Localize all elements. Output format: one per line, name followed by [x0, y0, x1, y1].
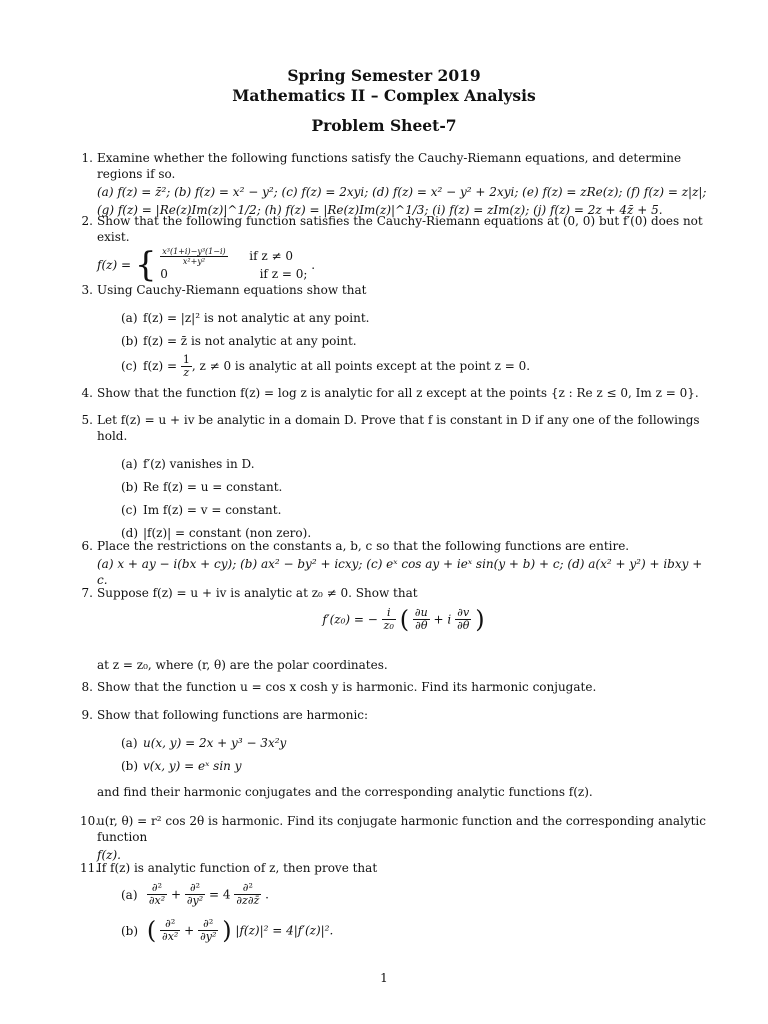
fraction-numerator: ∂²: [198, 918, 218, 931]
problem-number: 3.: [81, 283, 93, 297]
plus-i: + i: [433, 612, 452, 627]
fraction-numerator: ∂²: [160, 918, 180, 931]
i-over-z0: [382, 607, 396, 632]
problem-number: 11.: [80, 861, 100, 875]
subpart-a: [121, 735, 710, 751]
close-paren: ): [222, 916, 232, 945]
fraction-numerator: ∂u: [414, 606, 428, 619]
fraction-denominator: ∂z∂z̄: [236, 894, 260, 907]
problem-text: Let f(z) = u + iv be analytic in a domain D. Prove that f is constant in D if any one of the followings hold.: [97, 413, 700, 443]
case2-condition: if z = 0;: [259, 267, 308, 281]
fraction-denominator: ∂y²: [200, 930, 217, 943]
plus-sign: +: [184, 923, 195, 938]
subpart-b: [121, 479, 710, 495]
subpart-c: [121, 354, 710, 379]
sheet-title: Problem Sheet-7: [311, 116, 457, 135]
problem-6: [80, 538, 710, 588]
open-paren: (: [146, 916, 157, 945]
subpart-a: [121, 456, 710, 472]
subpart-text: Im f(z) = v = constant.: [143, 503, 282, 517]
problem-number: 5.: [81, 413, 93, 427]
problem-text: u(r, θ) = r² cos 2θ is harmonic. Find its conjugate harmonic function and the corresponding analytic function: [97, 814, 706, 844]
subpart-text: f′(z) vanishes in D.: [143, 457, 255, 471]
subpart-c: [121, 502, 710, 518]
subpart-tail: |f(z)|² = 4|f′(z)|².: [235, 923, 334, 938]
problem-text: Using Cauchy-Riemann equations show that: [97, 283, 367, 297]
subpart-label: (b): [121, 334, 139, 348]
page-number: 1: [380, 971, 388, 985]
problem-number: 9.: [81, 708, 93, 722]
subpart-label: (a): [121, 311, 138, 325]
problem-7: [80, 585, 710, 673]
problem-number: 4.: [81, 386, 93, 400]
problem-functions-line: (a) x + ay − i(bx + cy); (b) ax² − by² + icxy; (c) eˣ cos ay + ieˣ sin(y + b) + c; (d) a(x² + y²) + ibxy + c.: [97, 557, 703, 587]
d2-dx2: [160, 918, 180, 943]
dv-dtheta: [455, 607, 471, 632]
problem-8: [80, 679, 710, 695]
subpart-text: f(z) = z̄ is not analytic at any point.: [143, 334, 357, 348]
d2-dy2: [185, 882, 205, 907]
polar-derivative-equation: [97, 607, 710, 647]
d2-dz-dzbar: [234, 882, 261, 907]
subpart-text: Re f(z) = u = constant.: [143, 480, 283, 494]
subpart-label: (d): [121, 526, 139, 540]
problem-9: [80, 707, 710, 800]
subpart-text: , z ≠ 0 is analytic at all points except at the point z = 0.: [191, 359, 531, 373]
problem-functions-line: (a) f(z) = z̄²; (b) f(z) = x² − y²; (c) f(z) = 2xyi; (d) f(z) = x² − y² + 2xyi; (e) f(z) = zRe(z); (f) f(z) = z|z|;: [97, 185, 707, 199]
problem-text: Show that the function u = cos x cosh y is harmonic. Find its harmonic conjugate.: [97, 680, 597, 694]
subpart-label: (a): [121, 736, 138, 750]
fraction-numerator: i: [382, 607, 396, 620]
semester-title: Spring Semester 2019: [287, 66, 481, 85]
problem-2: [80, 213, 710, 287]
problem-number: 7.: [81, 586, 93, 600]
close-paren: ): [475, 605, 485, 634]
problem-number: 6.: [81, 539, 93, 553]
subpart-b: [121, 918, 710, 950]
fraction-numerator: ∂v: [455, 607, 471, 620]
subpart-text: f(z) =: [143, 359, 177, 373]
fraction-numerator: ∂²: [147, 882, 167, 895]
fraction-numerator: x³(1+i)−y³(1−i): [162, 247, 226, 256]
fraction-numerator: 1: [182, 353, 190, 366]
subpart-text: f(z) = |z|² is not analytic at any point.: [143, 311, 370, 325]
fraction-numerator: ∂²: [234, 882, 261, 895]
case1-fraction: [160, 247, 227, 266]
problem-text: f(z).: [97, 848, 121, 862]
subpart-label: (c): [121, 503, 138, 517]
subpart-a: [121, 310, 710, 326]
problem-text: Examine whether the following functions satisfy the Cauchy-Riemann equations, and determine regions if so.: [97, 151, 682, 181]
equation-lhs: f′(z₀) = −: [322, 612, 378, 627]
course-title: Mathematics II – Complex Analysis: [232, 86, 536, 105]
fraction-numerator: ∂²: [185, 882, 205, 895]
subpart-label: (b): [121, 480, 139, 494]
fraction-denominator: x²+y²: [182, 257, 206, 266]
subpart-text: v(x, y) = eˣ sin y: [143, 759, 242, 773]
document-header: [0, 66, 768, 136]
problem-text: Show that the following function satisfies the Cauchy-Riemann equations at (0, 0) but f′(0) does not exist.: [97, 214, 703, 244]
problem-text: Show that the function f(z) = log z is analytic for all z except at the points {z : Re z ≤ 0, Im z = 0}.: [97, 386, 699, 400]
fraction-denominator: ∂y²: [186, 894, 204, 907]
cases: [160, 247, 307, 283]
problem-number: 8.: [81, 680, 93, 694]
subpart-label: (b): [121, 923, 139, 938]
piecewise-function: [97, 247, 710, 287]
subpart-tail: .: [265, 887, 269, 902]
subpart-label: (a): [121, 887, 138, 902]
problem-number: 2.: [81, 214, 93, 228]
subpart-label: (c): [121, 359, 138, 373]
problem-text: Suppose f(z) = u + iv is analytic at z₀ ≠ 0. Show that: [97, 586, 418, 600]
fraction-denominator: ∂θ: [415, 619, 428, 632]
case2-value: 0: [160, 267, 168, 281]
du-dtheta: [413, 607, 430, 632]
subpart-text: u(x, y) = 2x + y³ − 3x²y: [143, 736, 287, 750]
subpart-label: (b): [121, 759, 139, 773]
problem-functions-line: (g) f(z) = |Re(z)Im(z)|^1/2; (h) f(z) = |Re(z)Im(z)|^1/3; (i) f(z) = zIm(z); (j) f(z) = 2z + 4z̄ + 5.: [97, 203, 663, 217]
problem-5: [80, 412, 710, 541]
fraction-denominator: ∂x²: [162, 930, 179, 943]
piecewise-tail: .: [311, 258, 316, 272]
subpart-a: [121, 882, 710, 914]
problem-text: Show that following functions are harmonic:: [97, 708, 369, 722]
problem-number: 1.: [81, 151, 93, 165]
fraction-denominator: z: [183, 366, 190, 379]
case1-condition: if z ≠ 0: [249, 249, 294, 263]
problem-text: Place the restrictions on the constants a, b, c so that the following functions are entire.: [97, 539, 630, 553]
problem-10: [80, 813, 710, 863]
fraction-denominator: ∂θ: [457, 619, 470, 632]
subpart-label: (a): [121, 457, 138, 471]
problem-1: [80, 150, 710, 218]
d2-dx2: [147, 882, 167, 907]
subpart-b: [121, 758, 710, 774]
problem-text: and find their harmonic conjugates and the corresponding analytic functions f(z).: [97, 785, 593, 799]
problem-text: If f(z) is analytic function of z, then prove that: [97, 861, 378, 875]
d2-dy2: [198, 918, 218, 943]
fraction-denominator: z₀: [383, 619, 394, 632]
open-paren: (: [399, 605, 410, 634]
problem-11: [80, 860, 710, 950]
fraction-denominator: ∂x²: [148, 894, 166, 907]
problem-number: 10.: [80, 814, 100, 828]
plus-sign: +: [170, 887, 182, 902]
problem-4: [80, 385, 710, 401]
subpart-b: [121, 333, 710, 349]
subpart-text: |f(z)| = constant (non zero).: [143, 526, 312, 540]
equals-four: = 4: [209, 887, 231, 902]
problem-text: at z = z₀, where (r, θ) are the polar coordinates.: [97, 658, 388, 672]
function-lhs: f(z) =: [97, 258, 131, 272]
left-brace: {: [134, 245, 157, 285]
problem-3: [80, 282, 710, 379]
reciprocal-fraction: [181, 354, 192, 379]
